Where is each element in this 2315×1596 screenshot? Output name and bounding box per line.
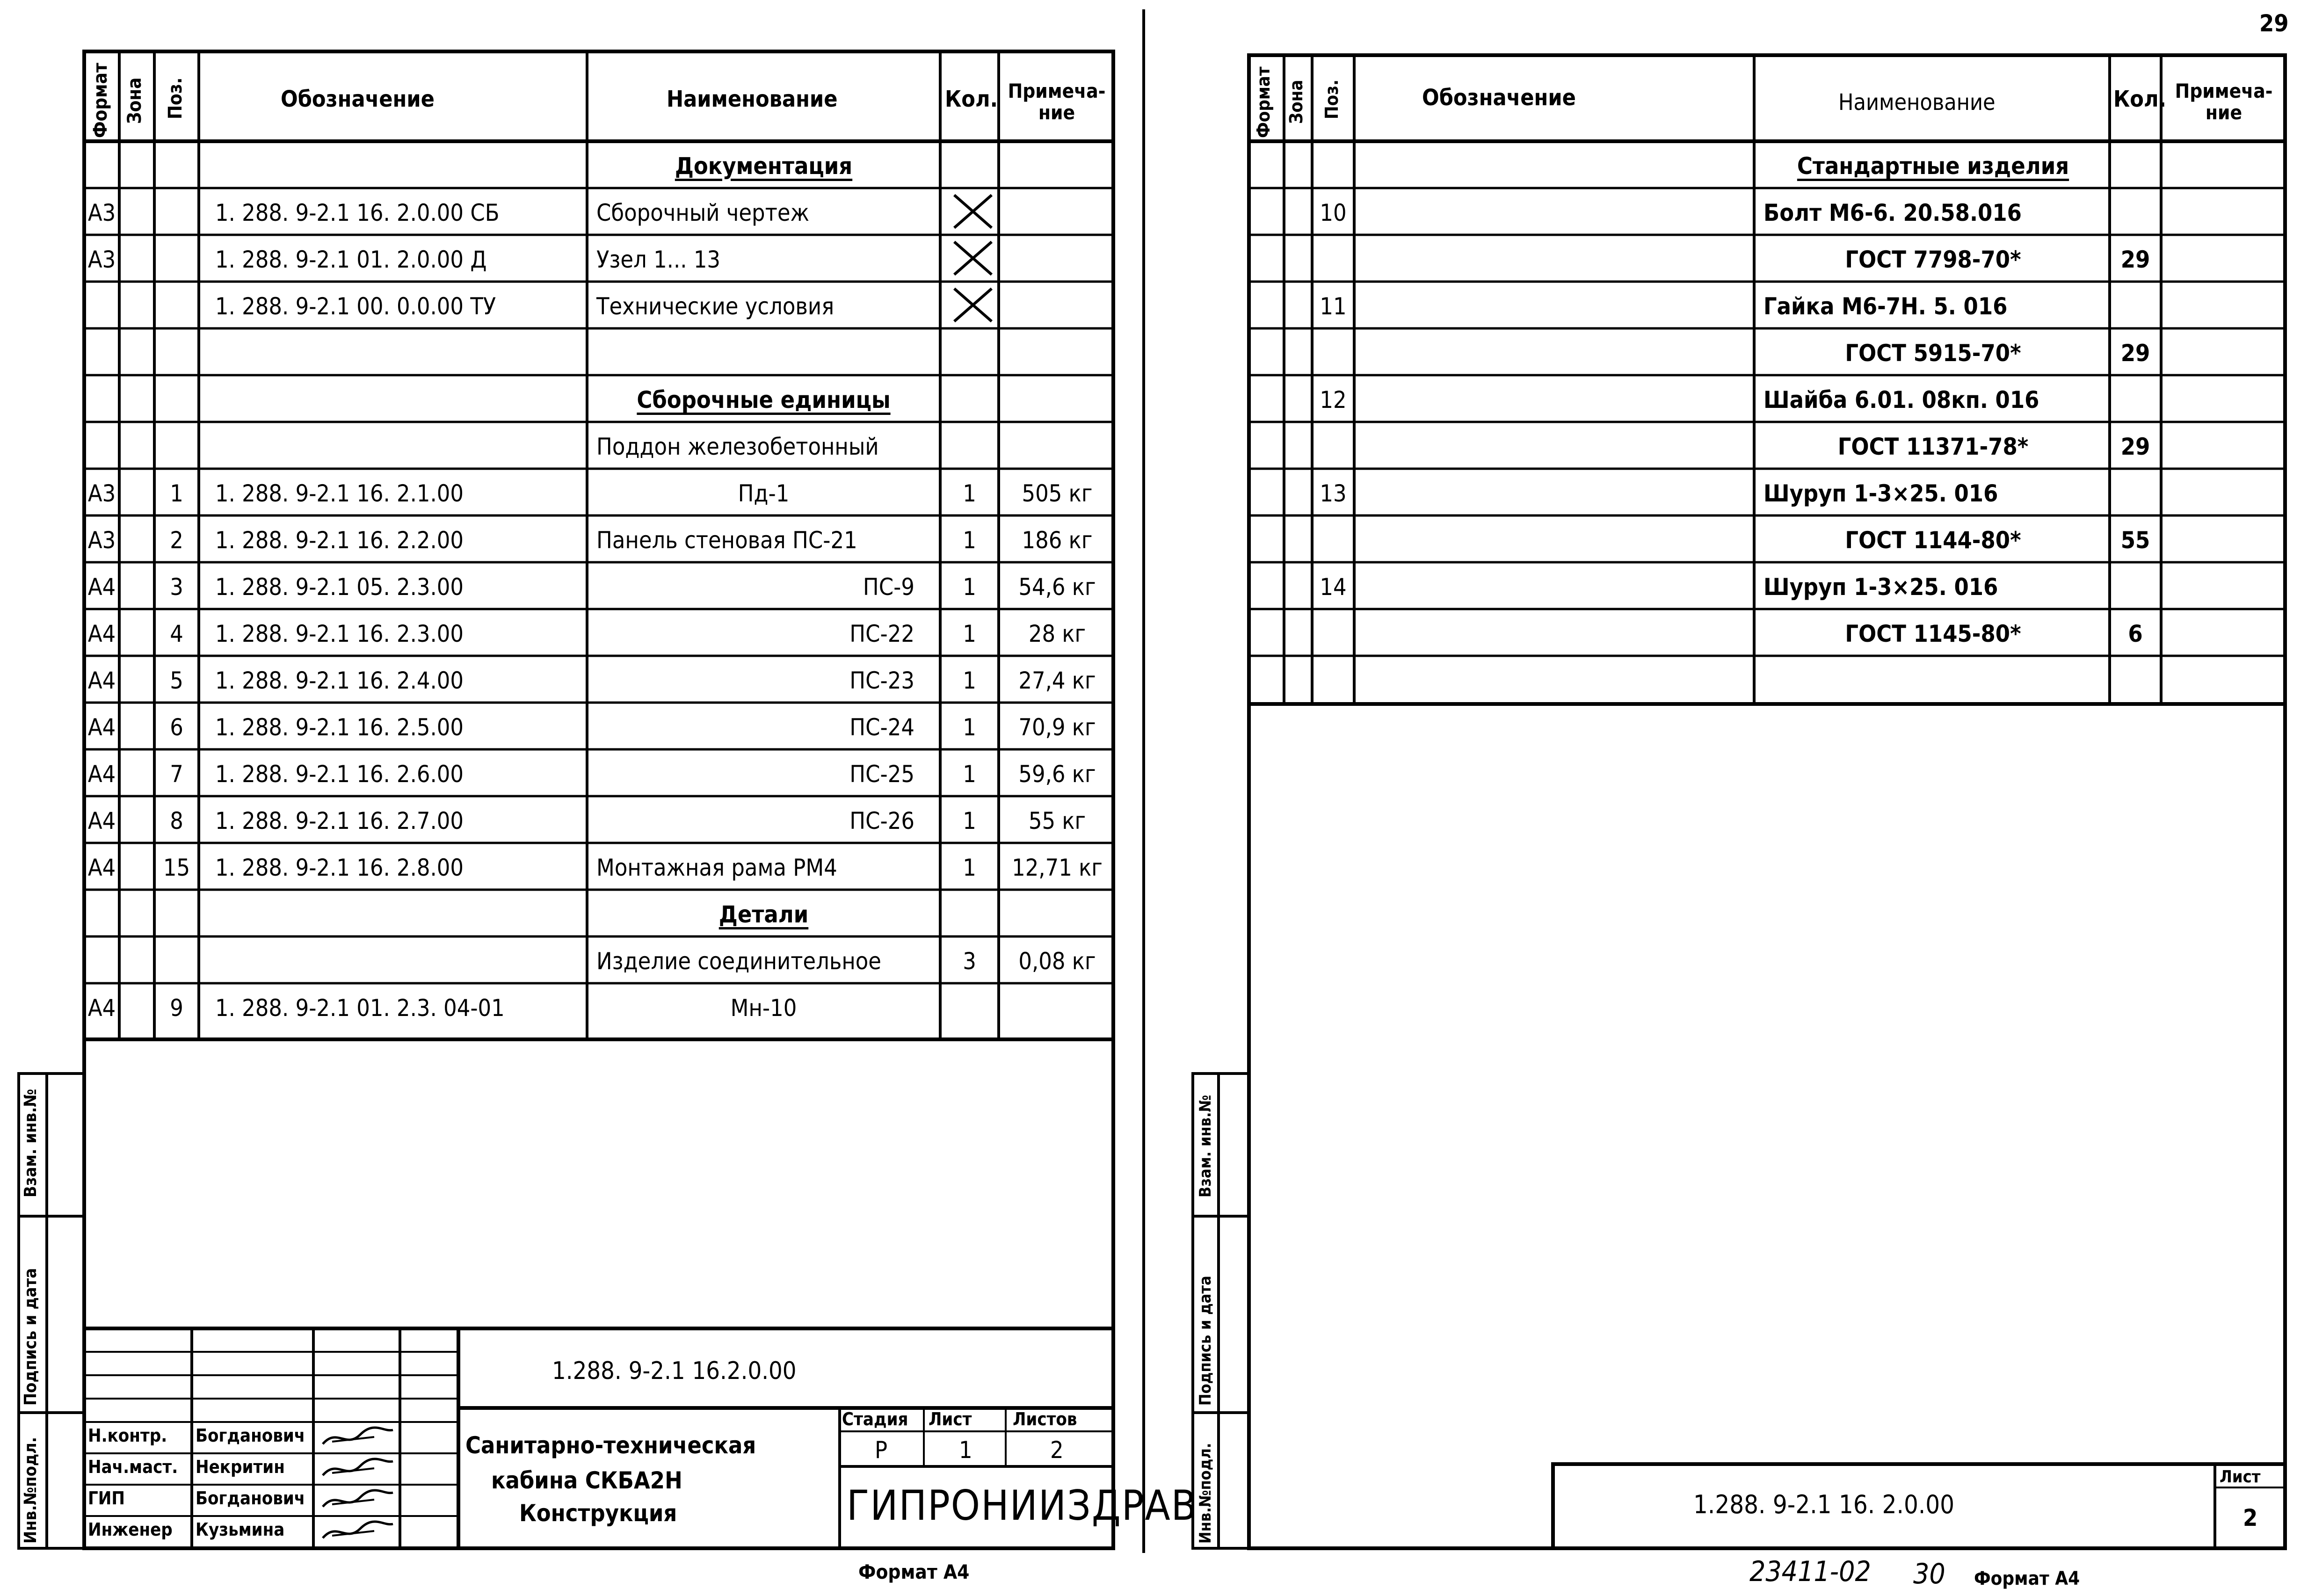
cell-note: 59,6 кг [1018,761,1096,788]
cell-qty: 3 [963,948,976,975]
spec-row [1249,515,2285,562]
stage-value: Р [875,1436,888,1464]
cell-name: Документация [675,152,853,180]
cell-qty: 1 [963,573,976,601]
cell-pos: 12 [1320,386,1347,414]
cell-pos: 5 [170,667,183,694]
footer-page: 30 [1913,1558,1945,1590]
cell-pos: 2 [170,527,183,554]
cell-format: А3 [87,480,116,507]
cell-note: 12,71 кг [1012,854,1103,881]
cell-note: 70,9 кг [1018,714,1096,741]
cell-format: А4 [87,854,116,881]
spec-row [84,422,1113,469]
cell-pos: 13 [1320,480,1347,507]
spec-row [84,282,1113,328]
cell-name: Узел 1... 13 [596,246,721,273]
staff-name: Некритин [196,1457,285,1477]
spec-row [1249,469,2285,515]
sheet-label: Лист [929,1409,972,1429]
cell-designation: 1. 288. 9-2.1 01. 2.0.00 Д [215,246,487,273]
cross-mark-icon [952,286,994,324]
cell-qty: 29 [2120,246,2150,273]
spec-row [84,328,1113,375]
r-header-format: Формат [1253,66,1274,138]
staff-name: Кузьмина [196,1519,285,1540]
spec-row [1249,422,2285,469]
title-line-3: Конструкция [519,1500,677,1527]
spec-row [1249,282,2285,328]
cell-name: ПС-25 [849,761,914,788]
spec-row [1249,141,2285,188]
cell-designation: 1. 288. 9-2.1 01. 2.3. 04-01 [215,994,505,1022]
cell-name: ГОСТ 11371-78* [1837,433,2029,460]
cell-qty: 55 [2120,527,2150,554]
r-header-qty: Кол. [2113,86,2167,112]
cell-name: Монтажная рама РМ4 [596,854,837,881]
spec-row [1249,562,2285,609]
right-sheet-label: Лист [2220,1467,2261,1487]
right-stamp-sign-date: Подпись и дата [1196,1276,1215,1406]
header-format: Формат [90,63,111,138]
spec-row [84,188,1113,235]
cell-name: Сборочный чертеж [596,199,810,226]
cross-mark-icon [952,239,994,277]
cell-name: Изделие соединительное [596,948,881,975]
cell-format: А4 [87,714,116,741]
right-stamp-replace-inv: Взам. инв.№ [1196,1095,1215,1197]
cell-name: ПС-22 [849,620,914,647]
r-header-name: Наименование [1838,89,1996,116]
header-zone: Зона [124,77,145,124]
spec-row [84,983,1113,1030]
cell-name: Детали [718,901,809,928]
cell-name: Шуруп 1-3×25. 016 [1763,480,1998,507]
cell-note: 27,4 кг [1018,667,1096,694]
spec-row [84,469,1113,515]
cell-qty: 1 [963,854,976,881]
header-qty: Кол. [945,86,998,112]
cell-name: Шайба 6.01. 08кп. 016 [1763,386,2039,414]
spec-row [1249,375,2285,422]
cell-name: ПС-23 [849,667,914,694]
cell-name: ПС-24 [849,714,914,741]
cell-note: 0,08 кг [1018,948,1096,975]
left-doc-code: 1.288. 9-2.1 16.2.0.00 [552,1357,797,1385]
header-note: Примеча-ние [1008,80,1106,124]
staff-role: Нач.маст. [88,1457,178,1477]
spec-row [84,235,1113,282]
spec-row [84,375,1113,422]
cell-format: А3 [87,246,116,273]
cell-designation: 1. 288. 9-2.1 00. 0.0.00 ТУ [215,293,496,320]
cell-qty: 1 [963,480,976,507]
signature-scribble [318,1486,398,1514]
cell-note: 28 кг [1028,620,1086,647]
signature-scribble [318,1517,398,1545]
spec-row [1249,609,2285,656]
cell-pos: 8 [170,807,183,834]
cell-qty: 1 [963,527,976,554]
cell-qty: 6 [2128,620,2143,647]
cell-name: Пд-1 [738,480,790,507]
cell-pos: 6 [170,714,183,741]
cell-pos: 11 [1320,293,1347,320]
cell-pos: 10 [1320,199,1347,226]
cell-note: 505 кг [1022,480,1093,507]
cell-designation: 1. 288. 9-2.1 16. 2.1.00 [215,480,464,507]
cell-designation: 1. 288. 9-2.1 16. 2.2.00 [215,527,464,554]
cell-pos: 14 [1320,573,1347,601]
sheets-label: Листов [1013,1409,1077,1429]
cell-name: ПС-26 [849,807,914,834]
cell-designation: 1. 288. 9-2.1 05. 2.3.00 [215,573,464,601]
cell-qty: 1 [963,761,976,788]
spec-row [84,515,1113,562]
cell-name: ГОСТ 1145-80* [1845,620,2021,647]
signature-scribble [318,1454,398,1482]
cell-pos: 3 [170,573,183,601]
cross-mark-icon [952,193,994,230]
cell-format: А3 [87,199,116,226]
page-number: 29 [2259,10,2289,37]
right-doc-code: 1.288. 9-2.1 16. 2.0.00 [1693,1490,1955,1519]
r-header-zone: Зона [1286,80,1306,124]
sheet-value: 1 [959,1436,972,1464]
spec-row [1249,235,2285,282]
cell-name: ГОСТ 1144-80* [1845,527,2021,554]
staff-role: ГИП [88,1488,125,1509]
cell-name: Болт М6-6. 20.58.016 [1763,199,2022,226]
cell-qty: 29 [2120,433,2150,460]
cell-format: А4 [87,573,116,601]
cell-format: А4 [87,620,116,647]
spec-row [84,843,1113,890]
spec-row [84,609,1113,656]
left-stamp-inv-orig: Инв.№подл. [21,1436,40,1544]
title-line-2: кабина СКБА2Н [491,1467,682,1494]
header-designation: Обозначение [281,86,435,112]
cell-note: 186 кг [1022,527,1093,554]
sheets-value: 2 [1050,1436,1064,1464]
cell-name: ГОСТ 7798-70* [1845,246,2021,273]
header-pos: Поз. [165,77,186,119]
spec-row [84,656,1113,703]
staff-name: Богданович [196,1425,305,1446]
cell-pos: 1 [170,480,183,507]
cell-designation: 1. 288. 9-2.1 16. 2.4.00 [215,667,464,694]
cell-name: Мн-10 [730,994,797,1022]
cell-name: Поддон железобетонный [596,433,879,460]
left-stamp-sign-date: Подпись и дата [21,1268,40,1406]
left-stamp-replace-inv: Взам. инв.№ [21,1088,40,1197]
cell-name: Шуруп 1-3×25. 016 [1763,573,1998,601]
cell-designation: 1. 288. 9-2.1 16. 2.7.00 [215,807,464,834]
cell-format: А4 [87,807,116,834]
cell-pos: 7 [170,761,183,788]
staff-role: Инженер [88,1519,173,1540]
right-sheet-value: 2 [2243,1504,2258,1531]
cell-pos: 15 [163,854,190,881]
cell-name: Сборочные единицы [637,386,891,414]
cell-name: Технические условия [596,293,835,320]
left-format-label: Формат А4 [858,1560,970,1583]
title-line-1: Санитарно-техническая [465,1432,756,1459]
spec-row [84,796,1113,843]
spec-row [1249,328,2285,375]
staff-name: Богданович [196,1488,305,1509]
spec-row [84,562,1113,609]
footer-number: 23411-02 [1749,1555,1871,1588]
spec-row [1249,188,2285,235]
right-format-label: Формат А4 [1974,1568,2080,1589]
spec-row [84,141,1113,188]
cell-designation: 1. 288. 9-2.1 16. 2.3.00 [215,620,464,647]
staff-role: Н.контр. [88,1425,167,1446]
cell-designation: 1. 288. 9-2.1 16. 2.0.00 СБ [215,199,500,226]
cell-qty: 29 [2120,340,2150,367]
cell-note: 55 кг [1028,807,1086,834]
cell-qty: 1 [963,807,976,834]
organization-name: ГИПРОНИИЗДРАВ [847,1481,1197,1530]
cell-designation: 1. 288. 9-2.1 16. 2.6.00 [215,761,464,788]
cell-qty: 1 [963,667,976,694]
cell-format: А3 [87,527,116,554]
cell-designation: 1. 288. 9-2.1 16. 2.8.00 [215,854,464,881]
r-header-designation: Обозначение [1422,85,1576,111]
r-header-pos: Поз. [1321,80,1342,119]
signature-scribble [318,1423,398,1451]
spec-row [84,890,1113,936]
cell-name: ПС-9 [863,573,914,601]
stage-label: Стадия [842,1409,908,1429]
cell-note: 54,6 кг [1018,573,1096,601]
cell-pos: 9 [170,994,183,1022]
cell-format: А4 [87,667,116,694]
spec-row [84,936,1113,983]
cell-name: Гайка М6-7Н. 5. 016 [1763,293,2008,320]
right-stamp-inv-orig: Инв.№подл. [1196,1443,1215,1544]
cell-name: Панель стеновая ПС-21 [596,527,857,554]
cell-designation: 1. 288. 9-2.1 16. 2.5.00 [215,714,464,741]
cell-name: ГОСТ 5915-70* [1845,340,2021,367]
cell-qty: 1 [963,620,976,647]
header-name: Наименование [667,86,838,112]
spec-row [84,703,1113,749]
r-header-note: Примеча-ние [2175,80,2273,124]
spec-row [84,749,1113,796]
cell-format: А4 [87,761,116,788]
cell-pos: 4 [170,620,183,647]
cell-qty: 1 [963,714,976,741]
cell-name: Стандартные изделия [1797,152,2069,180]
cell-format: А4 [87,994,116,1022]
spec-row [1249,656,2285,703]
